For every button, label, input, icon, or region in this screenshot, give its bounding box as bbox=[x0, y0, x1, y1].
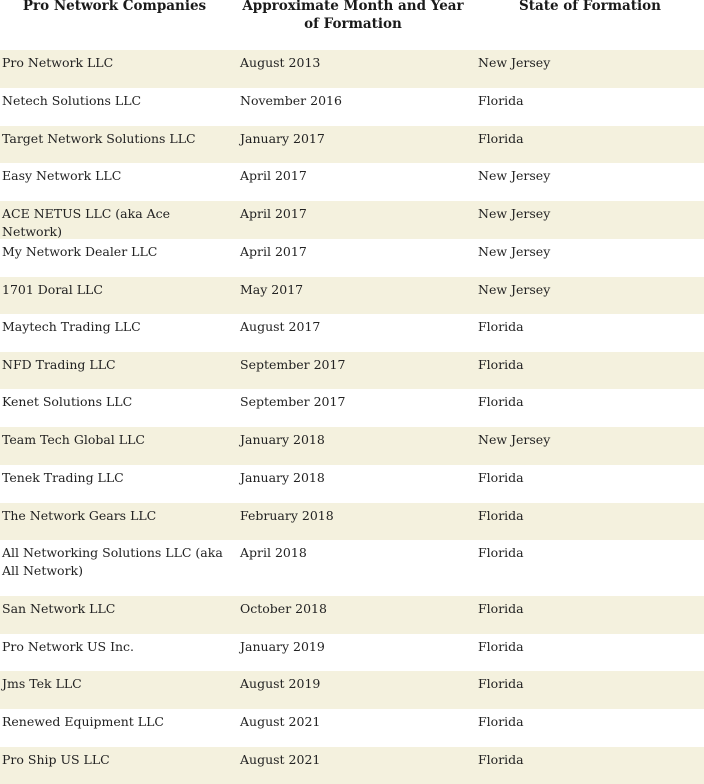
company-cell: All Networking Solutions LLC (aka All Network) bbox=[2, 545, 223, 578]
state-cell: Florida bbox=[478, 508, 524, 523]
table-row bbox=[0, 596, 704, 634]
formation-cell: April 2017 bbox=[240, 168, 307, 183]
state-cell: New Jersey bbox=[478, 55, 551, 70]
state-cell: New Jersey bbox=[478, 432, 551, 447]
company-cell: Tenek Trading LLC bbox=[2, 470, 124, 485]
formation-cell: February 2018 bbox=[240, 508, 334, 523]
column-header-formation-date: Approximate Month and Year of Formation bbox=[242, 0, 464, 32]
table-header bbox=[0, 0, 704, 50]
state-cell: Florida bbox=[478, 752, 524, 767]
table-row bbox=[0, 709, 704, 747]
table-row bbox=[0, 163, 704, 201]
state-cell: Florida bbox=[478, 714, 524, 729]
formation-cell: August 2019 bbox=[240, 676, 321, 691]
company-cell: NFD Trading LLC bbox=[2, 357, 116, 372]
table-row bbox=[0, 427, 704, 465]
state-cell: Florida bbox=[478, 601, 524, 616]
table-row bbox=[0, 126, 704, 163]
table-row bbox=[0, 389, 704, 427]
formation-cell: August 2017 bbox=[240, 319, 321, 334]
company-cell: Renewed Equipment LLC bbox=[2, 714, 164, 729]
state-cell: New Jersey bbox=[478, 168, 551, 183]
state-cell: Florida bbox=[478, 676, 524, 691]
formation-cell: September 2017 bbox=[240, 357, 346, 372]
table-row bbox=[0, 277, 704, 314]
table-row bbox=[0, 201, 704, 239]
company-cell: The Network Gears LLC bbox=[2, 508, 157, 523]
table-row bbox=[0, 88, 704, 126]
state-cell: Florida bbox=[478, 319, 524, 334]
company-cell: Easy Network LLC bbox=[2, 168, 122, 183]
company-cell: Maytech Trading LLC bbox=[2, 319, 141, 334]
table-row bbox=[0, 747, 704, 784]
state-cell: Florida bbox=[478, 470, 524, 485]
company-cell: ACE NETUS LLC (aka Ace Network) bbox=[2, 206, 171, 239]
company-cell: 1701 Doral LLC bbox=[2, 282, 103, 297]
table-row bbox=[0, 540, 704, 596]
table-row bbox=[0, 352, 704, 389]
state-cell: Florida bbox=[478, 394, 524, 409]
table-row bbox=[0, 465, 704, 503]
state-cell: New Jersey bbox=[478, 282, 551, 297]
state-cell: New Jersey bbox=[478, 244, 551, 259]
formation-cell: January 2019 bbox=[240, 639, 325, 654]
formation-cell: April 2017 bbox=[240, 244, 307, 259]
formation-cell: January 2018 bbox=[240, 432, 325, 447]
table-body bbox=[0, 50, 704, 784]
company-cell: Pro Ship US LLC bbox=[2, 752, 110, 767]
table-row bbox=[0, 50, 704, 88]
company-cell: Target Network Solutions LLC bbox=[2, 131, 196, 146]
formation-cell: August 2021 bbox=[240, 752, 321, 767]
formation-cell: May 2017 bbox=[240, 282, 304, 297]
state-cell: Florida bbox=[478, 93, 524, 108]
table-row bbox=[0, 503, 704, 540]
formation-cell: November 2016 bbox=[240, 93, 342, 108]
company-cell: Netech Solutions LLC bbox=[2, 93, 142, 108]
formation-cell: August 2013 bbox=[240, 55, 321, 70]
formation-cell: September 2017 bbox=[240, 394, 346, 409]
company-cell: Pro Network US Inc. bbox=[2, 639, 135, 654]
column-header-state: State of Formation bbox=[519, 0, 661, 14]
state-cell: Florida bbox=[478, 639, 524, 654]
company-cell: Kenet Solutions LLC bbox=[2, 394, 133, 409]
state-cell: Florida bbox=[478, 357, 524, 372]
formation-cell: April 2017 bbox=[240, 206, 307, 221]
column-header-companies: Pro Network Companies bbox=[22, 0, 207, 14]
company-cell: Pro Network LLC bbox=[2, 55, 114, 70]
formation-cell: October 2018 bbox=[240, 601, 327, 616]
formation-cell: January 2017 bbox=[240, 131, 325, 146]
table-row bbox=[0, 634, 704, 671]
state-cell: Florida bbox=[478, 545, 524, 560]
formation-cell: January 2018 bbox=[240, 470, 325, 485]
formation-cell: August 2021 bbox=[240, 714, 321, 729]
table-row bbox=[0, 239, 704, 277]
company-cell: Team Tech Global LLC bbox=[2, 432, 145, 447]
table-row bbox=[0, 671, 704, 709]
state-cell: Florida bbox=[478, 131, 524, 146]
company-cell: San Network LLC bbox=[2, 601, 116, 616]
state-cell: New Jersey bbox=[478, 206, 551, 221]
table-row bbox=[0, 314, 704, 352]
company-cell: My Network Dealer LLC bbox=[2, 244, 158, 259]
formation-cell: April 2018 bbox=[240, 545, 307, 560]
company-cell: Jms Tek LLC bbox=[2, 676, 82, 691]
